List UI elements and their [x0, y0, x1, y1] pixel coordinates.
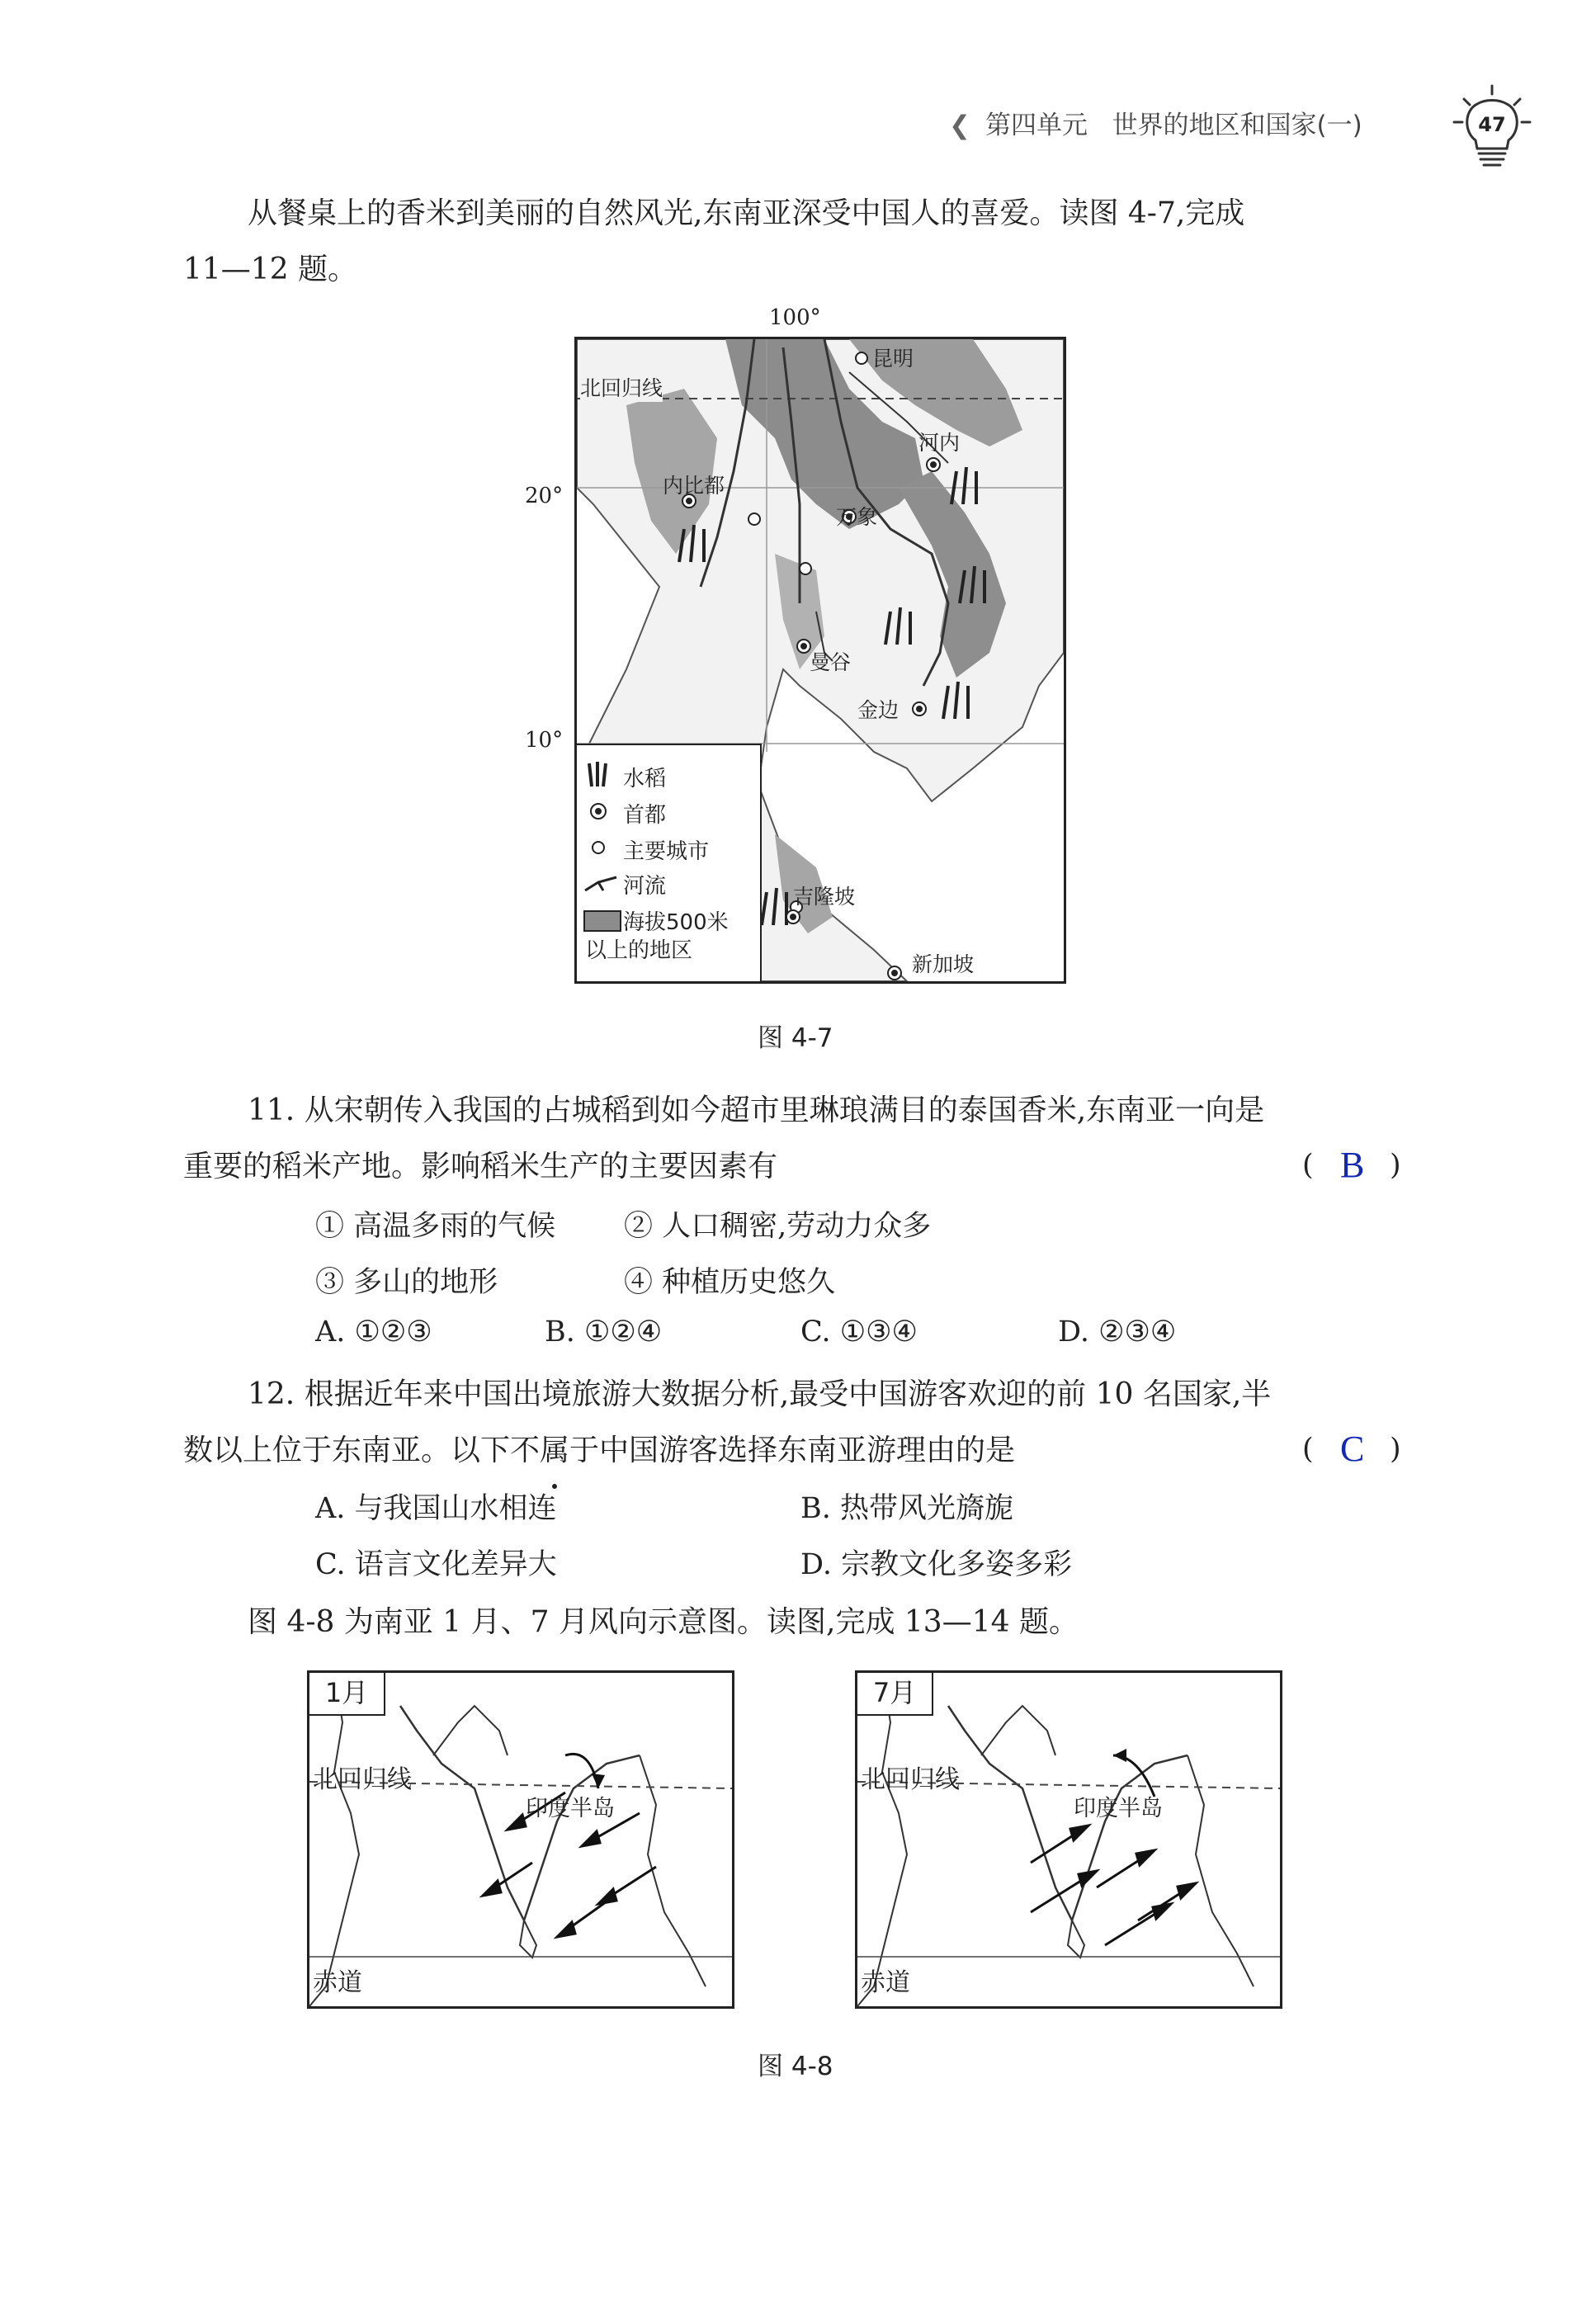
q11-factor-2: ② 人口稠密,劳动力众多 [624, 1210, 932, 1243]
jan-region-label: 印度半岛 [526, 1796, 615, 1821]
running-header [949, 104, 1362, 141]
q11-factor-1: ① 高温多雨的气候 [315, 1210, 556, 1243]
map1-lon-label: 100° [769, 305, 821, 330]
q12-option-a: A. 与我国山水相连 [315, 1492, 557, 1525]
q12-emphasis: 不属于 [510, 1423, 599, 1479]
unit-title: 世界的地区和国家(一) [1112, 111, 1362, 140]
q12-answer: C [1340, 1429, 1365, 1469]
q12-option-b: B. 热带风光旖旎 [800, 1492, 1013, 1525]
q11-paren-open: ( [1302, 1149, 1314, 1182]
map-panel-july [855, 1670, 1282, 2009]
city-label-hanoi: 河内 [918, 431, 961, 455]
jan-equator-label: 赤道 [313, 1968, 362, 1997]
intro1-line2: 11—12 题。 [183, 253, 358, 286]
q11-option-a: A. ①②③ [315, 1316, 432, 1349]
jan-month-label: 1月 [309, 1673, 385, 1716]
map2-jan-coastline [309, 1673, 732, 2006]
figure-4-7-caption: 图 4-7 [758, 1023, 833, 1053]
q12-line2-post: 中国游客选择东南亚游理由的是 [599, 1434, 1016, 1467]
city-label-kunming: 昆明 [872, 347, 914, 371]
q11-option-c: C. ①③④ [800, 1316, 918, 1349]
figure-4-8-caption: 图 4-8 [758, 2052, 833, 2081]
chevron-left-icon: ❮ [949, 111, 970, 140]
q11-option-b: B. ①②④ [545, 1316, 663, 1349]
intro2: 图 4-8 为南亚 1 月、7 月风向示意图。读图,完成 13—14 题。 [248, 1605, 1079, 1639]
city-label-naypyidaw: 内比都 [663, 474, 725, 498]
legend-river: 河流 [623, 874, 667, 899]
map1-lat-10: 10° [525, 728, 564, 753]
capital-icon [588, 801, 608, 821]
city-label-bangkok: 曼谷 [810, 650, 852, 674]
q11-line1: 11. 从宋朝传入我国的占城稻到如今超市里琳琅满目的泰国香米,东南亚一向是 [248, 1094, 1265, 1127]
lightbulb-icon [1452, 83, 1532, 173]
q12-option-d: D. 宗教文化多姿多彩 [800, 1548, 1073, 1581]
city-label-kualalumpur: 吉隆坡 [793, 885, 856, 909]
map1-lat-20: 20° [525, 484, 564, 508]
river-icon [583, 871, 620, 894]
q11-factor-3: ③ 多山的地形 [315, 1266, 498, 1299]
map-panel-january [307, 1670, 734, 2009]
q11-line2: 重要的稻米产地。影响稻米生产的主要因素有 [183, 1150, 778, 1183]
q12-paren-close: ) [1390, 1433, 1401, 1466]
q11-factor-4: ④ 种植历史悠久 [624, 1266, 836, 1299]
q11-paren-close: ) [1390, 1149, 1401, 1182]
map2-jul-coastline [857, 1673, 1280, 2006]
legend-city: 主要城市 [623, 839, 710, 864]
city-icon [590, 839, 607, 856]
q12-paren-open: ( [1302, 1433, 1314, 1466]
page-number-badge [1452, 83, 1532, 173]
q11-answer: B [1340, 1145, 1365, 1185]
q12-line2 [183, 1423, 1015, 1479]
q11-option-d: D. ②③④ [1058, 1316, 1177, 1349]
jul-equator-label: 赤道 [861, 1968, 910, 1997]
jul-month-label: 7月 [857, 1673, 933, 1716]
legend-rice: 水稻 [623, 767, 667, 791]
map1-legend [577, 744, 762, 983]
jan-tropic-label: 北回归线 [313, 1765, 412, 1794]
q12-line2-pre: 数以上位于东南亚。以下 [183, 1434, 511, 1467]
rice-icon [585, 758, 610, 788]
legend-highland-line1: 海拔500米 [623, 910, 729, 935]
city-label-phnompenh: 金边 [857, 698, 900, 722]
jul-region-label: 印度半岛 [1074, 1796, 1163, 1821]
unit-label: 第四单元 [985, 111, 1088, 140]
city-label-vientiane: 万象 [836, 505, 878, 529]
legend-capital: 首都 [623, 803, 667, 828]
tropic-label: 北回归线 [580, 372, 663, 402]
highland-icon [583, 910, 621, 932]
q12-option-c: C. 语言文化差异大 [315, 1548, 557, 1581]
city-label-singapore: 新加坡 [912, 952, 975, 976]
intro1-line1: 从餐桌上的香米到美丽的自然风光,东南亚深受中国人的喜爱。读图 4-7,完成 [248, 196, 1245, 230]
page-number: 47 [1478, 113, 1506, 136]
q12-line1: 12. 根据近年来中国出境旅游大数据分析,最受中国游客欢迎的前 10 名国家,半 [248, 1377, 1272, 1411]
map-figure-4-7 [574, 337, 1066, 984]
jul-tropic-label: 北回归线 [861, 1765, 960, 1794]
legend-highland-line2: 以上的地区 [585, 938, 693, 963]
